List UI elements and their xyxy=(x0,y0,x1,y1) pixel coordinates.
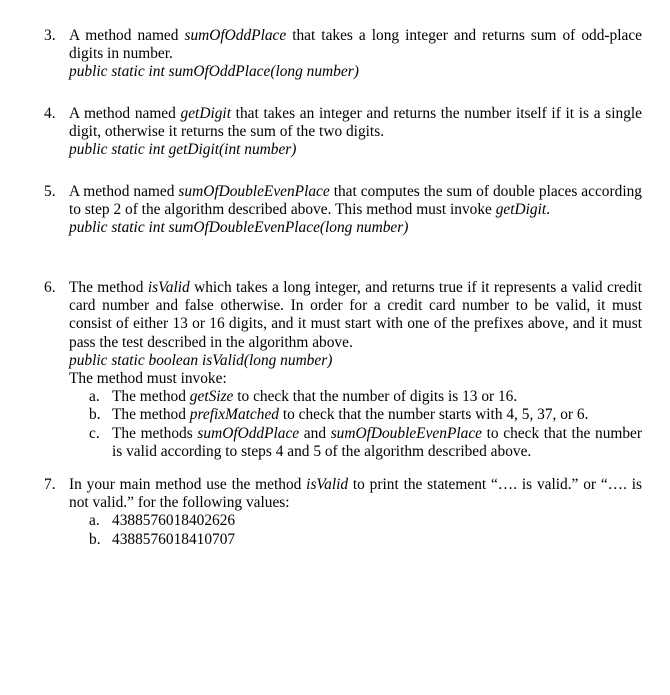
method-name: sumOfDoubleEvenPlace xyxy=(178,183,330,200)
sub-item-post: to check that the number starts with 4, 5, 37, or 6. xyxy=(278,406,589,424)
sub-item-a xyxy=(89,512,642,530)
item-text: that computes the sum of double places according to step 2 of the algorithm described above. This method must invoke xyxy=(69,183,642,219)
sub-item-post: to check that the number of digits is 13 or 16. xyxy=(233,388,518,406)
sub-item-text xyxy=(112,425,642,461)
list-item-3 xyxy=(44,27,642,82)
item-body xyxy=(69,476,642,549)
method-name: getDigit xyxy=(180,105,231,122)
item-body xyxy=(69,183,642,238)
sub-item-letter: c. xyxy=(89,424,100,442)
card-number-value: 4388576018402626 xyxy=(112,512,236,530)
item-number: 3. xyxy=(44,27,56,44)
sub-item-pre: The method xyxy=(112,406,190,424)
item-text: that takes a long integer and returns sum of odd-place digits in number. xyxy=(69,27,642,63)
sub-item-b xyxy=(89,531,642,549)
item-text: The method xyxy=(69,279,148,296)
item-text: to print the statement “…. is valid.” or “…. is not valid.” for the following values: xyxy=(69,476,642,512)
item-text: In your main method use the method xyxy=(69,476,307,493)
list-item-7 xyxy=(44,476,642,549)
item-body xyxy=(69,27,642,82)
item-text: . xyxy=(546,201,551,219)
sub-item-letter: b. xyxy=(89,530,101,548)
item-number: 4. xyxy=(44,105,56,122)
sub-item-pre: The method xyxy=(112,388,190,406)
method-name: sumOfDoubleEvenPlace xyxy=(330,424,482,442)
item-number: 7. xyxy=(44,476,56,493)
method-name: isValid xyxy=(147,279,190,296)
item-body xyxy=(69,105,642,160)
item-text: A method named xyxy=(69,183,179,200)
item-number: 5. xyxy=(44,183,56,200)
list-item-6 xyxy=(44,279,642,461)
method-name: sumOfOddPlace xyxy=(197,424,300,442)
item-text: that takes an integer and returns the number itself if it is a single digit, otherwise it returns the sum of the two digits. xyxy=(69,105,642,141)
sub-item-c xyxy=(89,425,642,461)
item-text: which takes a long integer, and returns true if it represents a valid credit card number and false otherwise. In order for a credit card number to be valid, it must consist of either 13 or 16 digits, and it must start with one of the prefixes above, and it must pass the test described in the algorithm above. xyxy=(69,279,642,351)
sub-item-text xyxy=(112,406,642,424)
method-name: getSize xyxy=(189,388,234,406)
method-signature: public static int sumOfDoubleEvenPlace(long number) xyxy=(69,219,409,237)
item-text: A method named xyxy=(69,105,181,122)
sub-item-text xyxy=(112,388,642,406)
item-body xyxy=(69,279,642,461)
item-number: 6. xyxy=(44,279,56,296)
list-item-5 xyxy=(44,183,642,238)
sub-item-post: to check that the number is valid according to steps 4 and 5 of the algorithm described above. xyxy=(112,424,643,460)
sub-item-letter: a. xyxy=(89,512,100,530)
sub-item-mid: and xyxy=(299,424,331,442)
method-name: isValid xyxy=(306,476,349,493)
card-number-value: 4388576018410707 xyxy=(112,530,236,548)
list-item-4 xyxy=(44,105,642,160)
sub-item-letter: a. xyxy=(89,388,100,406)
item-text: A method named xyxy=(69,27,185,44)
invoke-line: The method must invoke: xyxy=(69,370,227,388)
sub-item-letter: b. xyxy=(89,406,101,424)
method-name: prefixMatched xyxy=(189,406,279,424)
method-signature: public static int getDigit(int number) xyxy=(69,141,297,159)
method-name: sumOfOddPlace xyxy=(184,27,287,44)
sub-item-a xyxy=(89,388,642,406)
sub-item-pre: The methods xyxy=(112,424,198,442)
sub-item-b xyxy=(89,406,642,424)
invoked-method-name: getDigit xyxy=(495,201,547,219)
method-signature: public static int sumOfOddPlace(long number) xyxy=(69,63,359,81)
method-signature: public static boolean isValid(long number) xyxy=(69,351,333,369)
